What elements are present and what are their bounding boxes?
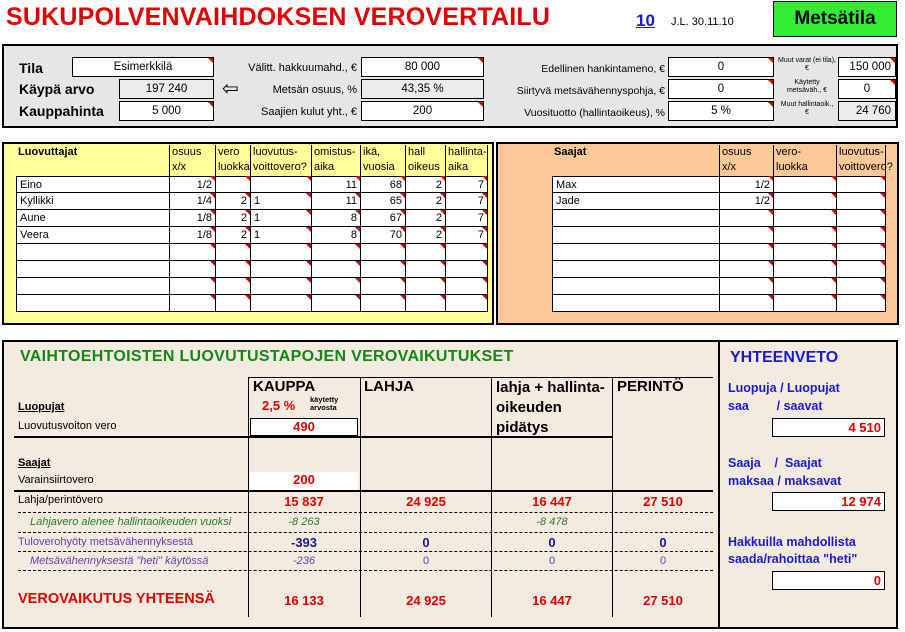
- luovuttaja-cell[interactable]: [312, 295, 361, 312]
- yv-hakkuu-l1: Hakkuilla mahdollista: [728, 535, 856, 549]
- comment-marker: [400, 227, 405, 232]
- tulovero-hall: 0: [548, 535, 556, 550]
- comment-marker: [400, 193, 405, 198]
- luovuttaja-header-line1: hall: [408, 146, 426, 158]
- heti-label: Metsävähennyksestä "heti" käytössä: [30, 555, 209, 567]
- luovuttaja-header-line1: hallinta-: [448, 146, 487, 158]
- yv-saaja-l1: Saaja / Saajat: [728, 456, 822, 470]
- saaja-cell[interactable]: Jade: [552, 193, 720, 210]
- luovuttaja-header-0: [16, 145, 170, 176]
- page-title: SUKUPOLVENVAIHDOKSEN VEROVERTAILU: [6, 3, 551, 31]
- comment-marker: [210, 261, 215, 266]
- saaja-cell[interactable]: [774, 193, 837, 210]
- comment-marker: [831, 193, 836, 198]
- comment-marker: [768, 261, 773, 266]
- luovuttaja-header-6: [406, 145, 446, 176]
- comment-marker: [880, 295, 885, 300]
- luovuttaja-cell[interactable]: [16, 278, 170, 295]
- lahjavero-label: Lahjavero alenee hallintaoikeuden vuoksi: [30, 516, 232, 528]
- yhteensa-perinto: 27 510: [643, 593, 683, 608]
- saaja-cell[interactable]: [774, 261, 837, 278]
- luovuttaja-header-line1: omistus-: [314, 146, 356, 158]
- tulovero-lahja: 0: [422, 535, 430, 550]
- col-lahja-header: LAHJA: [364, 378, 415, 395]
- yv-luopuja-l1: Luopuja / Luopujat: [728, 381, 840, 395]
- comment-marker: [831, 210, 836, 215]
- luovuttaja-cell[interactable]: 1: [251, 227, 312, 244]
- tulovero-kauppa: -393: [290, 535, 318, 550]
- luovuttaja-cell[interactable]: [251, 176, 312, 193]
- saaja-cell[interactable]: [837, 261, 886, 278]
- yv-hakkuu-value: 0: [772, 571, 885, 590]
- luovuttajat-table: [16, 145, 488, 315]
- heti-perinto: 0: [659, 555, 667, 567]
- luovuttaja-cell[interactable]: 1/4: [170, 193, 216, 210]
- comment-marker: [440, 193, 445, 198]
- comment-marker: [355, 261, 360, 266]
- luovuttaja-cell[interactable]: [312, 244, 361, 261]
- kauppahinta-input[interactable]: 5 000: [119, 101, 214, 121]
- tulovero-perinto: 0: [659, 535, 667, 550]
- lahjavero-kauppa: -8 263: [288, 516, 320, 528]
- comment-marker: [768, 193, 773, 198]
- comment-marker: [482, 295, 487, 300]
- yhteensa-hall: 16 447: [532, 593, 572, 608]
- valitt-label: Välitt. hakkuumahd., €: [248, 62, 357, 74]
- saaja-cell[interactable]: [720, 295, 774, 312]
- metsan-osuus-value: 43,35 %: [361, 79, 484, 99]
- saaja-cell[interactable]: [837, 193, 886, 210]
- saaja-cell[interactable]: [774, 244, 837, 261]
- luovuttaja-cell[interactable]: 2: [216, 227, 251, 244]
- luovuttaja-cell[interactable]: 1/8: [170, 227, 216, 244]
- luovuttaja-cell[interactable]: 7: [446, 193, 488, 210]
- luovuttaja-header-line2: vuosia: [363, 161, 395, 173]
- luovuttaja-cell[interactable]: 2: [406, 193, 446, 210]
- comment-marker: [880, 193, 885, 198]
- saaja-cell[interactable]: [837, 210, 886, 227]
- comment-marker: [440, 210, 445, 215]
- tila-input[interactable]: Esimerkkilä: [72, 57, 214, 77]
- comment-marker: [440, 176, 445, 181]
- comment-marker: [400, 278, 405, 283]
- comment-marker: [880, 278, 885, 283]
- luovuttaja-header-1: [170, 145, 216, 176]
- lahja-perinto: 27 510: [643, 494, 683, 509]
- col-kauppa-header: KAUPPA: [253, 378, 316, 395]
- grid-h-mid: [14, 436, 613, 438]
- comment-marker: [306, 295, 311, 300]
- vertailu-title: VAIHTOEHTOISTEN LUOVUTUSTAPOJEN VEROVAIKUTUKSET: [20, 348, 514, 365]
- comment-marker: [306, 261, 311, 266]
- luovuttaja-cell[interactable]: 68: [361, 176, 406, 193]
- comment-marker: [440, 295, 445, 300]
- comment-marker: [355, 193, 360, 198]
- saaja-cell[interactable]: [837, 227, 886, 244]
- comment-marker: [831, 227, 836, 232]
- comment-marker: [210, 295, 215, 300]
- luovuttaja-header-line2: voittovero?: [253, 161, 307, 173]
- luovuttaja-header-line2: oikeus: [408, 161, 440, 173]
- saaja-cell[interactable]: [837, 244, 886, 261]
- comment-marker: [245, 193, 250, 198]
- luovutusvoiton-label: Luovutusvoiton vero: [18, 420, 117, 432]
- luovuttaja-cell[interactable]: [251, 278, 312, 295]
- saaja-cell[interactable]: [837, 295, 886, 312]
- comment-marker: [482, 193, 487, 198]
- valitt-input[interactable]: 80 000: [361, 57, 484, 77]
- arrow-left-icon: ⇦: [222, 78, 239, 100]
- comment-marker: [245, 227, 250, 232]
- saaja-cell[interactable]: [552, 295, 720, 312]
- saaja-header-3: [837, 145, 893, 176]
- kauppa-pct[interactable]: 2,5 %: [262, 398, 296, 413]
- luovuttaja-header-4: [312, 145, 361, 176]
- kaypa-arvo-label: Käypä arvo: [19, 81, 95, 97]
- saaja-cell[interactable]: [552, 227, 720, 244]
- comment-marker: [355, 210, 360, 215]
- luovuttaja-cell[interactable]: 8: [312, 210, 361, 227]
- luovuttaja-header-line2: aika: [314, 161, 335, 173]
- luovuttaja-cell[interactable]: [16, 261, 170, 278]
- saaja-cell[interactable]: [720, 278, 774, 295]
- vuosituotto-input[interactable]: 5 %: [668, 101, 774, 121]
- saaja-cell[interactable]: [774, 210, 837, 227]
- comment-marker: [880, 176, 885, 181]
- luovuttaja-cell[interactable]: 2: [216, 210, 251, 227]
- comment-marker: [245, 210, 250, 215]
- luovuttaja-cell[interactable]: [312, 261, 361, 278]
- luovuttaja-header-line1: vero: [218, 146, 240, 158]
- kauppa-note: käytetty arvosta: [310, 395, 339, 412]
- luovuttaja-header-3: [251, 145, 312, 176]
- yv-luopuja-value: 4 510: [772, 418, 885, 437]
- luovuttaja-header-line1: osuus: [172, 146, 202, 158]
- saajat-label: Saajat: [18, 457, 51, 469]
- comment-marker: [306, 193, 311, 198]
- author-date: J.L. 30.11.10: [671, 16, 734, 28]
- comment-marker: [245, 176, 250, 181]
- dotline-4: [18, 570, 713, 571]
- luovutusvoiton-kauppa: 490: [250, 418, 358, 436]
- tila-label: Tila: [19, 60, 43, 76]
- heti-kauppa: -236: [292, 555, 316, 567]
- luovuttaja-cell[interactable]: [251, 261, 312, 278]
- col-hall-header: lahja + hallinta-oikeuden pidätys: [496, 379, 605, 436]
- luovuttaja-cell[interactable]: 8: [312, 227, 361, 244]
- comment-marker: [355, 278, 360, 283]
- dotline-1: [18, 512, 713, 513]
- comment-marker: [400, 261, 405, 266]
- comment-marker: [306, 227, 311, 232]
- comment-marker: [440, 227, 445, 232]
- luovuttaja-header-5: [361, 145, 406, 176]
- comment-marker: [880, 210, 885, 215]
- saajat-table: [552, 145, 893, 315]
- luopujat-label: Luopujat: [18, 401, 65, 413]
- saaja-cell[interactable]: [552, 210, 720, 227]
- comment-marker: [306, 176, 311, 181]
- comment-marker: [768, 227, 773, 232]
- siirtyva-input[interactable]: 0: [668, 79, 774, 99]
- heti-lahja: 0: [422, 555, 430, 567]
- yv-hakkuu-l2: saada/rahoittaa "heti": [728, 552, 858, 566]
- comment-marker: [355, 227, 360, 232]
- saaja-cell[interactable]: 1/2: [720, 176, 774, 193]
- comment-marker: [831, 244, 836, 249]
- luovuttaja-cell[interactable]: 65: [361, 193, 406, 210]
- comment-marker: [355, 295, 360, 300]
- vuosituotto-label: Vuosituotto (hallintaoikeus), %: [524, 107, 665, 119]
- comment-marker: [245, 278, 250, 283]
- comment-marker: [768, 244, 773, 249]
- comment-marker: [210, 176, 215, 181]
- lahja-hall: 16 447: [532, 494, 572, 509]
- lahja-kauppa: 15 837: [284, 494, 324, 509]
- luovuttaja-header-line1: ikä,: [363, 146, 381, 158]
- comment-marker: [306, 278, 311, 283]
- comment-marker: [880, 244, 885, 249]
- comment-marker: [400, 210, 405, 215]
- heti-hall: 0: [548, 555, 556, 567]
- comment-marker: [880, 227, 885, 232]
- comment-marker: [210, 244, 215, 249]
- kaypa-arvo-value: 197 240: [119, 79, 214, 99]
- saaja-cell[interactable]: [720, 227, 774, 244]
- luovuttaja-header-line1: luovutus-: [253, 146, 298, 158]
- luovuttaja-cell[interactable]: 1: [251, 193, 312, 210]
- luovuttaja-cell[interactable]: [16, 295, 170, 312]
- saaja-cell[interactable]: [774, 227, 837, 244]
- yhteenveto-divider: [718, 341, 720, 628]
- comment-marker: [400, 244, 405, 249]
- comment-marker: [768, 210, 773, 215]
- comment-marker: [245, 244, 250, 249]
- saaja-cell[interactable]: [837, 278, 886, 295]
- grid-v3: [491, 377, 492, 617]
- saajien-kulut-label: Saajien kulut yht., €: [260, 106, 357, 118]
- luovuttaja-cell[interactable]: 70: [361, 227, 406, 244]
- kaytetty-label: Käytetty metsäväh., €: [786, 79, 828, 94]
- luovuttaja-cell[interactable]: Veera: [16, 227, 170, 244]
- yhteensa-lahja: 24 925: [406, 593, 446, 608]
- luovuttaja-cell[interactable]: 1/8: [170, 210, 216, 227]
- yhteensa-label: VEROVAIKUTUS YHTEENSÄ: [18, 591, 215, 607]
- grid-v4: [612, 377, 613, 617]
- metsatila-button[interactable]: [773, 1, 897, 37]
- saaja-header-line1: Saajat: [554, 146, 587, 158]
- luovuttaja-cell[interactable]: 2: [216, 193, 251, 210]
- comment-marker: [482, 244, 487, 249]
- saajien-kulut-input[interactable]: 200: [361, 101, 484, 121]
- comment-marker: [482, 278, 487, 283]
- grid-h-lahja-top: [14, 490, 713, 492]
- comment-marker: [831, 261, 836, 266]
- kauppahinta-label: Kauppahinta: [19, 103, 104, 119]
- siirtyva-label: Siirtyvä metsävähennyspohja, €: [516, 85, 665, 97]
- lahja-label: Lahja/perintövero: [18, 494, 104, 506]
- saaja-header-0: [552, 145, 720, 176]
- comment-marker: [440, 244, 445, 249]
- luovuttaja-cell[interactable]: 2: [406, 227, 446, 244]
- luovuttaja-cell[interactable]: Aune: [16, 210, 170, 227]
- comment-marker: [210, 227, 215, 232]
- saaja-header-line2: voittovero?: [839, 161, 893, 173]
- comment-marker: [210, 278, 215, 283]
- grid-v2: [360, 377, 361, 617]
- saaja-cell[interactable]: [552, 261, 720, 278]
- saaja-cell[interactable]: Max: [552, 176, 720, 193]
- comment-marker: [482, 261, 487, 266]
- saaja-cell[interactable]: [720, 210, 774, 227]
- varainsiirto-label: Varainsiirtovero: [18, 474, 94, 486]
- luovuttaja-cell[interactable]: 7: [446, 227, 488, 244]
- comment-marker: [768, 176, 773, 181]
- saaja-cell[interactable]: 1/2: [720, 193, 774, 210]
- comment-marker: [768, 278, 773, 283]
- luovuttaja-cell[interactable]: Kyllikki: [16, 193, 170, 210]
- edellinen-label: Edellinen hankintameno, €: [541, 63, 665, 75]
- yv-luopuja-l2: saa / saavat: [728, 399, 823, 413]
- dotline-3: [18, 551, 713, 552]
- luovuttaja-header-line2: luokka: [218, 161, 250, 173]
- comment-marker: [245, 261, 250, 266]
- grid-v1: [248, 377, 249, 617]
- edellinen-input[interactable]: 0: [668, 57, 774, 77]
- luovuttaja-cell[interactable]: 7: [446, 210, 488, 227]
- yhteensa-kauppa: 16 133: [284, 593, 324, 608]
- muut-hall-value: 24 760: [838, 101, 896, 121]
- comment-marker: [831, 176, 836, 181]
- comment-marker: [306, 244, 311, 249]
- tulovero-label: Tuloverohyöty metsävähennyksestä: [18, 536, 194, 548]
- luovuttaja-cell[interactable]: 11: [312, 176, 361, 193]
- saaja-cell[interactable]: [552, 244, 720, 261]
- comment-marker: [831, 278, 836, 283]
- yhteenveto-title: YHTEENVETO: [730, 349, 839, 366]
- luovuttaja-cell[interactable]: [251, 295, 312, 312]
- saaja-header-1: [720, 145, 774, 176]
- saaja-cell[interactable]: [774, 278, 837, 295]
- version-link[interactable]: 10: [636, 11, 655, 30]
- muut-varat-label: Muut varat (ei tila), €: [778, 57, 836, 72]
- muut-hall-label: Muut hallintaoik., €: [780, 101, 834, 116]
- luovuttaja-header-line2: x/x: [172, 161, 187, 173]
- comment-marker: [440, 261, 445, 266]
- luovuttaja-header-7: [446, 145, 488, 176]
- dotline-2: [18, 532, 713, 533]
- lahja-lahja: 24 925: [406, 494, 446, 509]
- yv-saaja-l2: maksaa / maksavat: [728, 474, 842, 488]
- comment-marker: [400, 295, 405, 300]
- saaja-cell[interactable]: [774, 176, 837, 193]
- comment-marker: [355, 176, 360, 181]
- comment-marker: [440, 278, 445, 283]
- comment-marker: [482, 176, 487, 181]
- luovuttaja-cell[interactable]: [312, 278, 361, 295]
- luovuttaja-cell[interactable]: [16, 244, 170, 261]
- saaja-cell[interactable]: [552, 278, 720, 295]
- luovuttaja-cell[interactable]: Eino: [16, 176, 170, 193]
- comment-marker: [210, 193, 215, 198]
- comment-marker: [482, 210, 487, 215]
- luovuttaja-cell[interactable]: 67: [361, 210, 406, 227]
- saaja-header-line2: x/x: [722, 161, 737, 173]
- comment-marker: [400, 176, 405, 181]
- comment-marker: [306, 210, 311, 215]
- comment-marker: [245, 295, 250, 300]
- saaja-header-line1: luovutus-: [839, 146, 884, 158]
- luovuttaja-cell[interactable]: 11: [312, 193, 361, 210]
- luovuttaja-header-2: [216, 145, 251, 176]
- saaja-header-line2: luokka: [776, 161, 808, 173]
- saaja-cell[interactable]: [720, 261, 774, 278]
- varainsiirto-kauppa: 200: [250, 472, 358, 490]
- saaja-cell[interactable]: [720, 244, 774, 261]
- comment-marker: [768, 295, 773, 300]
- comment-marker: [482, 227, 487, 232]
- luovuttaja-cell[interactable]: [251, 244, 312, 261]
- saaja-header-2: [774, 145, 837, 176]
- metsatila-label: Metsätila: [794, 8, 876, 29]
- saaja-header-line1: vero-: [776, 146, 802, 158]
- comment-marker: [210, 210, 215, 215]
- comment-marker: [355, 244, 360, 249]
- grid-h-top: [248, 377, 713, 378]
- luovuttaja-header-line2: aika: [448, 161, 469, 173]
- lahjavero-hall: -8 478: [536, 516, 568, 528]
- luovuttaja-cell[interactable]: 1/2: [170, 176, 216, 193]
- metsan-osuus-label: Metsän osuus, %: [272, 84, 357, 96]
- comment-marker: [880, 261, 885, 266]
- saaja-header-line1: osuus: [722, 146, 752, 158]
- saaja-cell[interactable]: [774, 295, 837, 312]
- luovuttaja-cell[interactable]: 1: [251, 210, 312, 227]
- luovuttaja-cell[interactable]: 7: [446, 176, 488, 193]
- luovuttaja-cell[interactable]: 2: [406, 210, 446, 227]
- luovuttaja-cell[interactable]: 2: [406, 176, 446, 193]
- yv-saaja-value: 12 974: [772, 492, 885, 511]
- saaja-cell[interactable]: [837, 176, 886, 193]
- muut-varat-input[interactable]: 150 000: [838, 57, 896, 77]
- kaytetty-input[interactable]: 0: [838, 79, 896, 99]
- comment-marker: [831, 295, 836, 300]
- luovuttaja-header-line1: Luovuttajat: [18, 146, 78, 158]
- col-perinto-header: PERINTÖ: [617, 378, 684, 395]
